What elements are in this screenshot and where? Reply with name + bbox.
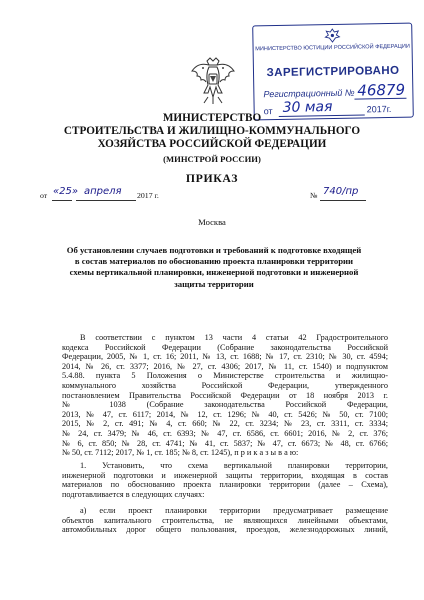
preamble-line: 5.4.88. пункта 5 Положения о Министерстве строительства и жилищно-: [62, 371, 388, 381]
coat-of-arms-icon: [190, 57, 236, 105]
preamble-line: 2015, № 2, ст. 491; № 4, ст. 660; № 22, ст. 3234; № 23, ст. 3311, ст. 3334;: [62, 419, 388, 429]
number-underline: [320, 200, 366, 201]
document-type: ПРИКАЗ: [185, 171, 239, 185]
stamp-year: 2017г.: [366, 103, 392, 115]
order-date-prefix: от: [40, 191, 48, 200]
eagle-emblem-icon: [323, 27, 341, 43]
ministry-line-3: ХОЗЯЙСТВА РОССИЙСКОЙ ФЕДЕРАЦИИ: [97, 138, 327, 150]
order-year: 2017 г.: [137, 191, 159, 200]
title-line: Об установлении случаев подготовки и требований к подготовке входящей: [66, 245, 362, 255]
order-month: апреля: [84, 186, 122, 197]
ministry-line-2: СТРОИТЕЛЬСТВА И ЖИЛИЩНО-КОММУНАЛЬНОГО: [63, 125, 361, 137]
title-line: схемы вертикальной планировки, инженерной подготовки и инженерной: [69, 267, 359, 278]
order-title: [62, 245, 366, 290]
item-1-line: инженерной подготовки и инженерной защиты территории, входящая в состав: [62, 470, 388, 480]
item-1-line: подготавливается в следующих случаях:: [62, 489, 205, 499]
preamble-line: 2013, № 47, ст. 6117; 2014, № 12, ст. 1296; № 40, ст. 5426; № 50, ст. 7100;: [62, 409, 388, 419]
day-underline: [52, 200, 72, 201]
title-line: в состав материалов по обоснованию проекта планировки территории: [74, 256, 354, 267]
item-1-paragraph: [62, 461, 388, 499]
preamble-line: № 6, ст. 850; № 28, ст. 4741; № 41, ст. 5837; № 47, ст. 6673; № 48, ст. 6766;: [62, 438, 388, 448]
preamble-line: коммунального хозяйства Российской Федерации, утвержденного: [62, 380, 388, 390]
stamp-reg-label: Регистрационный №: [263, 87, 355, 100]
stamp-reg-number: 46879: [357, 80, 406, 100]
preamble-line: В соответствии с пунктом 13 части 4 статьи 42 Градостроительного: [80, 333, 388, 342]
preamble-line: 2014, № 26, ст. 3377; 2016, № 27, ст. 4306; 2017, № 11, ст. 1540) и подпунктом: [62, 361, 388, 371]
preamble-line: № 24, ст. 3479; № 46, ст. 6393; № 47, ст. 6586, ст. 6601; 2016, № 2, ст. 376;: [62, 428, 388, 438]
order-number-prefix: №: [310, 191, 318, 200]
order-date-row: [40, 188, 410, 204]
month-underline: [76, 200, 136, 201]
stamp-date-value: 30 мая: [282, 99, 333, 116]
item-1a-line: а) если проект планировки территории предусматривает размещение: [80, 506, 388, 515]
item-1a-line: объектов капитального строительства, не являющихся линейными объектами,: [62, 515, 388, 525]
preamble-line: кодекса Российской Федерации (Собрание законодательства Российской: [62, 342, 388, 352]
title-line: защиты территории: [174, 278, 254, 289]
item-1-line: материалов по обоснованию проекта планировки территории (далее – Схема),: [62, 480, 388, 490]
item-1a-line: автомобильных дорог общего пользования, проездов, железнодорожных линий,: [62, 525, 388, 535]
order-number: 740/пр: [323, 186, 359, 197]
stamp-title: ЗАРЕГИСТРИРОВАНО: [266, 64, 400, 80]
stamp-ministry-line-2: [254, 52, 412, 55]
preamble-line: № 1038 (Собрание законодательства Российской Федерации,: [62, 400, 388, 410]
item-1-line: 1. Установить, что схема вертикальной планировки территории,: [80, 461, 388, 470]
order-day: «25»: [53, 186, 79, 197]
stamp-ministry-line: МИНИСТЕРСТВО ЮСТИЦИИ РОССИЙСКОЙ ФЕДЕРАЦИИ: [255, 43, 411, 53]
ministry-short-name: (МИНСТРОЙ РОССИИ): [163, 154, 261, 164]
ministry-line-1: МИНИСТЕРСТВО: [162, 112, 262, 124]
preamble-paragraph: [62, 333, 388, 458]
stamp-date-prefix: от: [263, 106, 273, 117]
preamble-line: № 50, ст. 7112; 2017, № 1, ст. 185; № 8, ст. 1245), п р и к а з ы в а ю:: [62, 448, 299, 458]
registration-stamp: [252, 23, 414, 121]
item-1a-paragraph: [62, 506, 388, 535]
city: Москва: [198, 217, 226, 227]
ministry-name: [0, 112, 424, 151]
preamble-line: постановлением Правительства Российской Федерации от 18 ноября 2013 г.: [62, 390, 388, 400]
stamp-reg-underline: [354, 98, 406, 100]
preamble-line: Федерации, 2005, № 1, ст. 16; 2011, № 13, ст. 1688; № 17, ст. 2310; № 30, ст. 4594;: [62, 352, 388, 362]
